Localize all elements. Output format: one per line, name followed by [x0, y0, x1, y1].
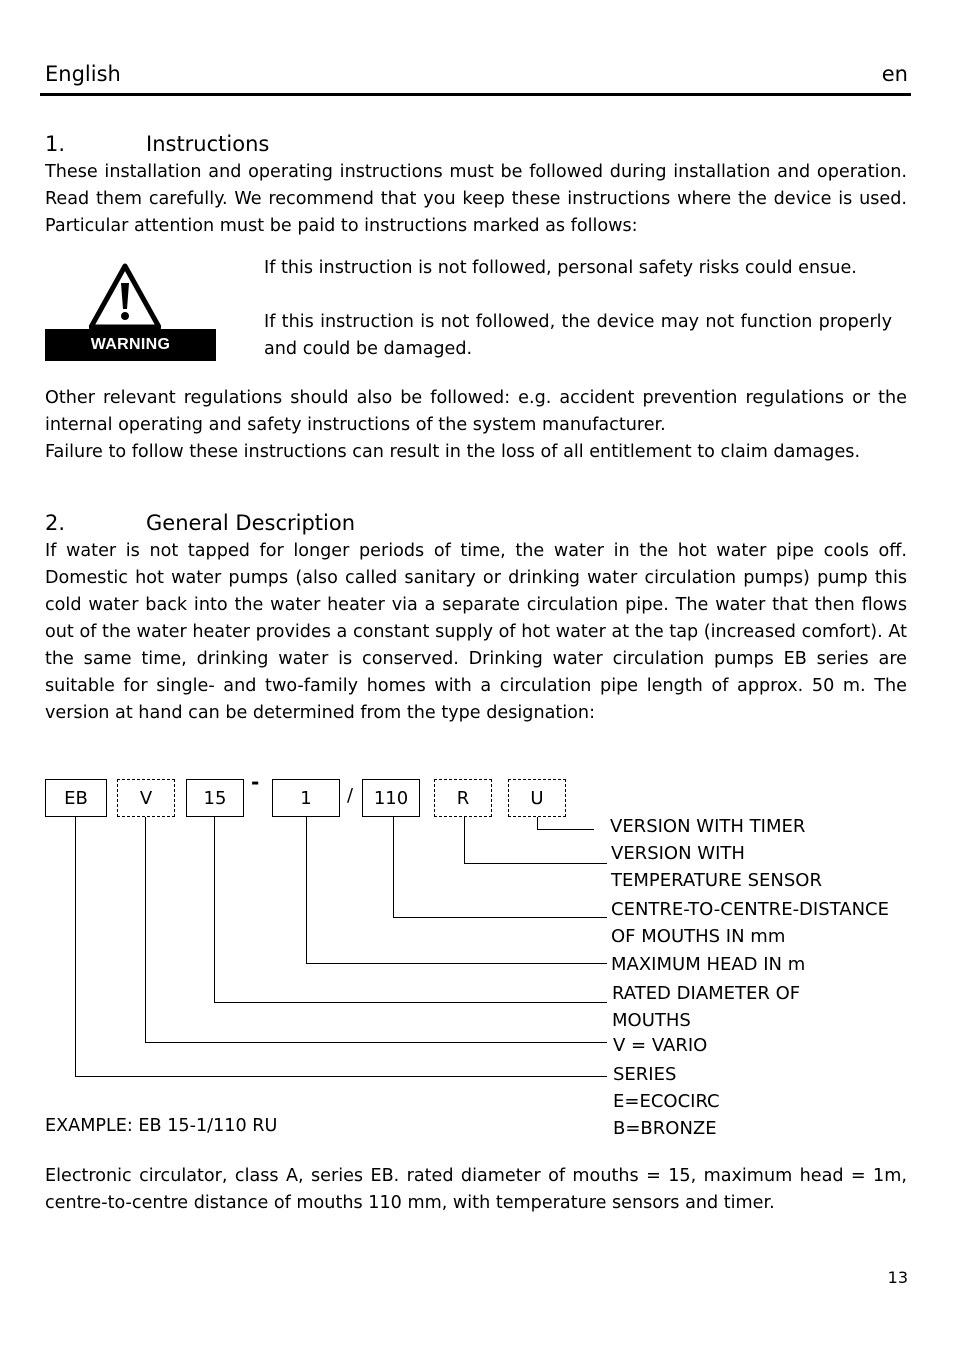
code-box-u: U [508, 779, 566, 817]
label-version-timer: VERSION WITH TIMER [610, 816, 806, 837]
code-box-r: R [434, 779, 492, 817]
label-vario: V = VARIO [613, 1035, 708, 1056]
code-box-1: 1 [272, 779, 340, 817]
label-max-head: MAXIMUM HEAD IN m [611, 954, 806, 975]
label-rated-1: RATED DIAMETER OF [612, 983, 801, 1004]
code-box-15: 15 [186, 779, 244, 817]
section2-body: If water is not tapped for longer periods of time, the water in the hot water pipe cools off. Domestic hot water pumps (also called sanitary or drinking water circulation pumps) pump this cold water back into the water heater via a separate circulation pipe. The water that then flows out of the water heater provides a constant supply of hot water at the tap (increased comfort). At the same time, drinking water is conserved. Drinking water circulation pumps EB series are suitable for single- and two-family homes with a circulation pipe length of approx. 50 m. The version at hand can be determined from the type designation: [45, 541, 907, 723]
warning-note-device-damage: If this instruction is not followed, the device may not function properly and could be damaged. [264, 312, 892, 359]
leader-15-horizontal [214, 1002, 607, 1003]
section2-number: 2. [45, 511, 66, 535]
section1-failure: Failure to follow these instructions can result in the loss of all entitlement to claim damages. [45, 442, 861, 462]
leader-1-horizontal [306, 963, 607, 964]
leader-r-horizontal [464, 863, 607, 864]
label-ctc-2: OF MOUTHS IN mm [611, 926, 786, 947]
code-box-v: V [117, 779, 175, 817]
leader-v-horizontal [145, 1042, 607, 1043]
leader-110-horizontal [393, 917, 607, 918]
section2-title: General Description [146, 511, 356, 535]
page-number: 13 [887, 1268, 908, 1287]
section1-intro: These installation and operating instructions must be followed during installation and operation. Read them carefully. We recommend that you keep these instructions where the device is used. Particular attention must be paid to instructions marked as follows: [45, 162, 907, 236]
label-version-temp-1: VERSION WITH [611, 843, 745, 864]
code-box-eb: EB [45, 779, 107, 817]
designation-description: Electronic circulator, class A, series EB. rated diameter of mouths = 15, maximum head = 1m, centre-to-centre distance of mouths 110 mm, with temperature sensors and timer. [45, 1166, 907, 1213]
leader-eb-horizontal [75, 1076, 607, 1077]
leader-u-horizontal [537, 829, 594, 830]
code-slash: / [347, 785, 354, 806]
leader-r-vertical [464, 817, 465, 864]
section1-number: 1. [45, 132, 66, 156]
warning-triangle-icon [89, 263, 161, 329]
leader-15-vertical [214, 817, 215, 1003]
label-ecocirc: E=ECOCIRC [613, 1091, 720, 1112]
leader-1-vertical [306, 817, 307, 964]
code-dash: - [251, 770, 260, 794]
leader-eb-vertical [75, 817, 76, 1077]
label-bronze: B=BRONZE [613, 1118, 717, 1139]
warning-note-personal-safety: If this instruction is not followed, personal safety risks could ensue. [264, 258, 857, 278]
label-ctc-1: CENTRE-TO-CENTRE-DISTANCE [611, 899, 889, 920]
section1-title: Instructions [146, 132, 270, 156]
label-rated-2: MOUTHS [612, 1010, 691, 1031]
header-language-code: en [881, 62, 908, 86]
header-rule [40, 93, 911, 96]
warning-badge: WARNING [45, 329, 216, 361]
leader-110-vertical [393, 817, 394, 918]
header-language: English [45, 62, 121, 86]
code-box-110: 110 [362, 779, 420, 817]
label-version-temp-2: TEMPERATURE SENSOR [611, 870, 822, 891]
leader-v-vertical [145, 817, 146, 1043]
designation-example: EXAMPLE: EB 15-1/110 RU [45, 1116, 278, 1136]
label-series: SERIES [613, 1064, 677, 1085]
section1-regulations: Other relevant regulations should also be followed: e.g. accident prevention regulations or the internal operating and safety instructions of the system manufacturer. [45, 388, 907, 435]
